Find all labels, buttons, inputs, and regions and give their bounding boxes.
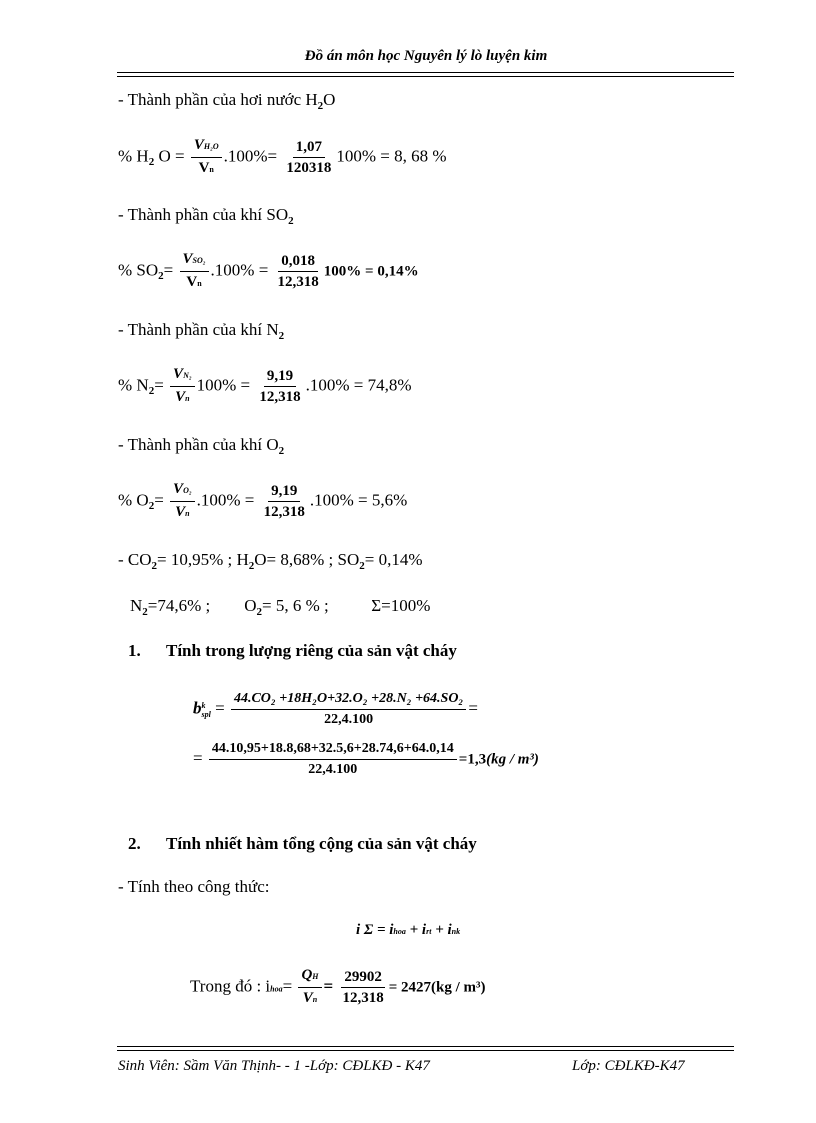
header-rule-bottom xyxy=(117,76,734,77)
o2-fraction-volume: $\frac{\text{VO₂}}{Vn}$ xyxy=(170,480,195,523)
o2-equation: % $O_2=$ $\frac{\text{VO₂}}{Vn}$ .100% = $\frac{9,19}{12,318}$ .100% = 5,6% xyxy=(118,480,407,523)
page-header-title: Đồ án môn học Nguyên lý lò luyện kim xyxy=(304,48,548,64)
section-2-bullet: - Tính theo công thức: xyxy=(118,877,270,896)
summary-line-1: - $CO_2= 10,95\%$ ; $H_2O= 8,68\%$ ; $SO_2= 0,14\%$ xyxy=(118,550,423,572)
o2-label: - Thành phần của khí $O_2$ xyxy=(118,435,285,457)
sigma-symbol: Σ xyxy=(371,596,382,615)
h2o-fraction-values: $\frac{1,07}{120318}$ xyxy=(286,139,332,176)
so2-fraction-values: $\frac{0,018}{12,318}$ xyxy=(277,253,319,290)
n2-equation: % $N_2=$ $\frac{\text{VN₂}}{Vn}$ 100% = $\frac{9,19}{12,318}$ .100% = 74,8% xyxy=(118,365,412,408)
h2o-equation: % $H_2$ O = $\frac{\text{VH₂O}}{Vn}$ .100%= $\frac{1,07}{120318}$ 100% = 8, 68 % xyxy=(118,136,447,179)
n2-fraction-values: $\frac{9,19}{12,318}$ xyxy=(259,368,301,405)
h2o-label: - Thành phần của hơi nước $H_2O$ xyxy=(118,90,336,112)
footer-rule-bottom xyxy=(117,1050,734,1051)
h2o-fraction-volume: $\frac{\text{VH₂O}}{Vn}$ xyxy=(191,136,222,179)
where-fraction-values: $\frac{29902}{12,318}$ xyxy=(342,969,384,1006)
summary-line-2: $N_2=74,6\%$ ; $O_2= 5$, 6 % ; Σ=100% xyxy=(130,596,431,618)
section-1-equation-line-2: = $\frac{44.10,95+18.8,68+32.5,6+28.74,6+64.0,14}{22,4.100}$ =1,3(kg / m³) xyxy=(193,741,539,777)
where-clause: Trong đó : ihoa= $\frac{QH}{Vn}$ = $\frac{29902}{12,318}$ = 2427(kg / m³) xyxy=(190,966,486,1009)
enthalpy-sum-formula: i Σ = ihoa + irt + ink xyxy=(356,922,461,938)
section-1-fraction-formula: $\frac{\text{44.CO₂ +18H₂O+32.O₂ +28.N₂ +64.SO₂}}{22,4.100}$ xyxy=(231,690,466,729)
n2-fraction-volume: $\frac{\text{VN₂}}{Vn}$ xyxy=(170,365,195,408)
footer-student: Sinh Viên: Sầm Văn Thịnh- - 1 -Lớp: CĐLKĐ - K47 xyxy=(118,1058,430,1074)
so2-label: - Thành phần của khí $SO_2$ xyxy=(118,205,294,227)
header-rule-top xyxy=(117,72,734,73)
where-fraction-symbol: $\frac{QH}{Vn}$ xyxy=(298,966,321,1009)
n2-label: - Thành phần của khí $N_2$ xyxy=(118,320,285,342)
section-1-fraction-values: $\frac{44.10,95+18.8,68+32.5,6+28.74,6+64.0,14}{22,4.100}$ xyxy=(209,740,457,779)
footer-rule-top xyxy=(117,1046,734,1047)
so2-equation: % $SO_2=$ $\frac{\text{VSO₂}}{Vn}$ .100% = $\frac{0,018}{12,318}$ 100% = 0,14% xyxy=(118,250,419,293)
o2-fraction-values: $\frac{9,19}{12,318}$ xyxy=(263,483,305,520)
so2-fraction-volume: $\frac{\text{VSO₂}}{Vn}$ xyxy=(180,250,209,293)
section-2-heading: 2. Tính nhiết hàm tổng cộng của sản vật cháy xyxy=(128,834,477,853)
section-1-equation-line-1: b k spl = $\frac{\text{44.CO₂ +18H₂O+32.O₂ +28.N₂ +64.SO₂}}{22,4.100}$ = xyxy=(193,691,478,727)
section-1-heading: 1. Tính trong lượng riêng của sản vật cháy xyxy=(128,641,457,660)
footer-class: Lớp: CĐLKĐ-K47 xyxy=(572,1058,685,1074)
